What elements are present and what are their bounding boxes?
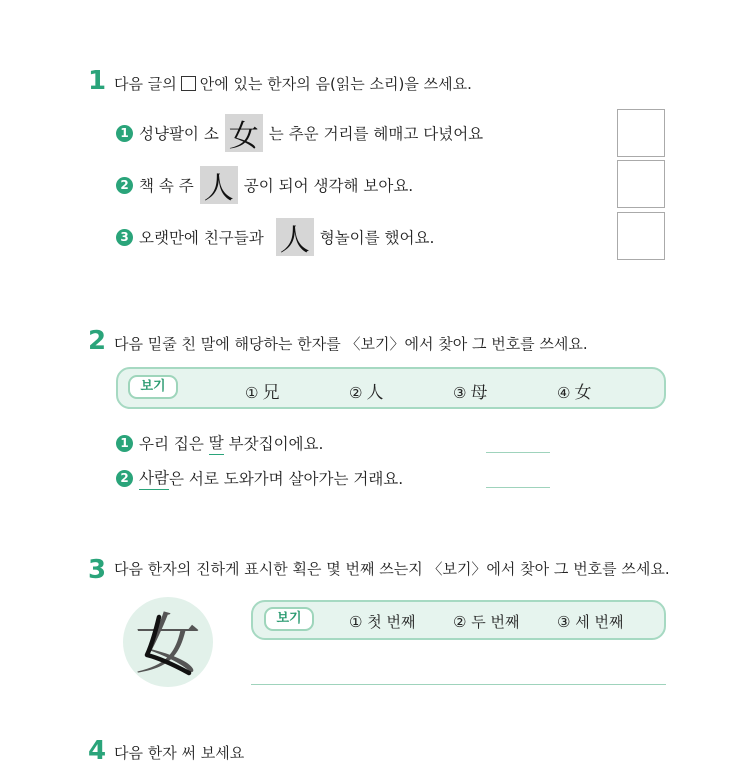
item-text-pre: 성냥팔이 소: [139, 125, 219, 143]
item-number-badge: 1: [116, 125, 133, 142]
option-text: 첫 번째: [367, 613, 416, 631]
q1-item-2: [116, 166, 413, 204]
q2-item-2: [116, 467, 403, 489]
item-text-post: 공이 되어 생각해 보아요.: [243, 177, 414, 195]
question-1-number: 1: [88, 66, 107, 96]
item-text-pre: 오랫만에 친구들과: [139, 229, 264, 247]
q1-item-3: [116, 218, 434, 256]
underlined-word: 사람: [139, 466, 169, 490]
item-text-post: 부잣집이에요.: [223, 435, 324, 453]
underlined-word: 딸: [209, 431, 224, 455]
q2-item-1: [116, 432, 323, 454]
item-text-post: 는 추운 거리를 헤매고 다녔어요: [268, 125, 484, 143]
bogi-option-3: [557, 611, 623, 632]
option-mark: ③: [557, 613, 571, 631]
bogi-option-2: [453, 611, 519, 632]
item-text-post: 형놀이를 했어요.: [319, 229, 435, 247]
option-hanja: 母: [470, 383, 488, 403]
answer-line-1[interactable]: [486, 452, 550, 453]
question-4-number: 4: [88, 736, 107, 766]
option-text: 세 번째: [575, 613, 624, 631]
answer-box-2[interactable]: [617, 160, 665, 208]
question-1-instruction: [114, 73, 472, 94]
hanja-stroke-figure: [123, 597, 213, 687]
hanja-highlight: 人: [200, 166, 238, 204]
hanja-character: 女: [135, 606, 201, 683]
question-2-number: 2: [88, 326, 107, 356]
bogi-option-4: [557, 378, 591, 403]
option-mark: ②: [453, 613, 467, 631]
question-4-instruction: 다음 한자 써 보세요: [114, 744, 245, 762]
answer-line-q3[interactable]: [251, 684, 666, 685]
bogi-label: 보기: [128, 375, 178, 399]
item-text-post: 은 서로 도와가며 살아가는 거래요.: [168, 470, 404, 488]
bogi-option-2: [349, 378, 383, 403]
option-text: 두 번째: [471, 613, 520, 631]
question-3-instruction: 다음 한자의 진하게 표시한 획은 몇 번째 쓰는지 〈보기〉에서 찾아 그 번호를 쓰세요.: [114, 560, 670, 578]
blank-box-icon: [181, 76, 196, 91]
option-mark: ③: [453, 384, 467, 402]
item-text-pre: 책 속 주: [139, 177, 194, 195]
bogi-option-3: [453, 378, 487, 403]
bogi-label: 보기: [264, 607, 314, 631]
hanja-highlight: 女: [225, 114, 263, 152]
item-number-badge: 2: [116, 470, 133, 487]
question-3-number: 3: [88, 555, 107, 585]
question-2-instruction: 다음 밑줄 친 말에 해당하는 한자를 〈보기〉에서 찾아 그 번호를 쓰세요.: [114, 335, 588, 353]
item-number-badge: 3: [116, 229, 133, 246]
answer-box-3[interactable]: [617, 212, 665, 260]
option-hanja: 人: [366, 383, 384, 403]
option-mark: ①: [349, 613, 363, 631]
answer-line-2[interactable]: [486, 487, 550, 488]
bogi-option-1: [245, 378, 279, 403]
option-mark: ②: [349, 384, 363, 402]
bogi-option-1: [349, 611, 415, 632]
option-mark: ①: [245, 384, 259, 402]
option-hanja: 兄: [262, 383, 280, 403]
instruction-pre: 다음 글의: [114, 75, 177, 93]
item-text-pre: 우리 집은: [139, 435, 209, 453]
hanja-highlight: 人: [276, 218, 314, 256]
option-hanja: 女: [574, 383, 592, 403]
q1-item-1: [116, 114, 483, 152]
item-number-badge: 1: [116, 435, 133, 452]
option-mark: ④: [557, 384, 571, 402]
item-number-badge: 2: [116, 177, 133, 194]
instruction-post: 안에 있는 한자의 음(읽는 소리)을 쓰세요.: [199, 75, 472, 93]
answer-box-1[interactable]: [617, 109, 665, 157]
